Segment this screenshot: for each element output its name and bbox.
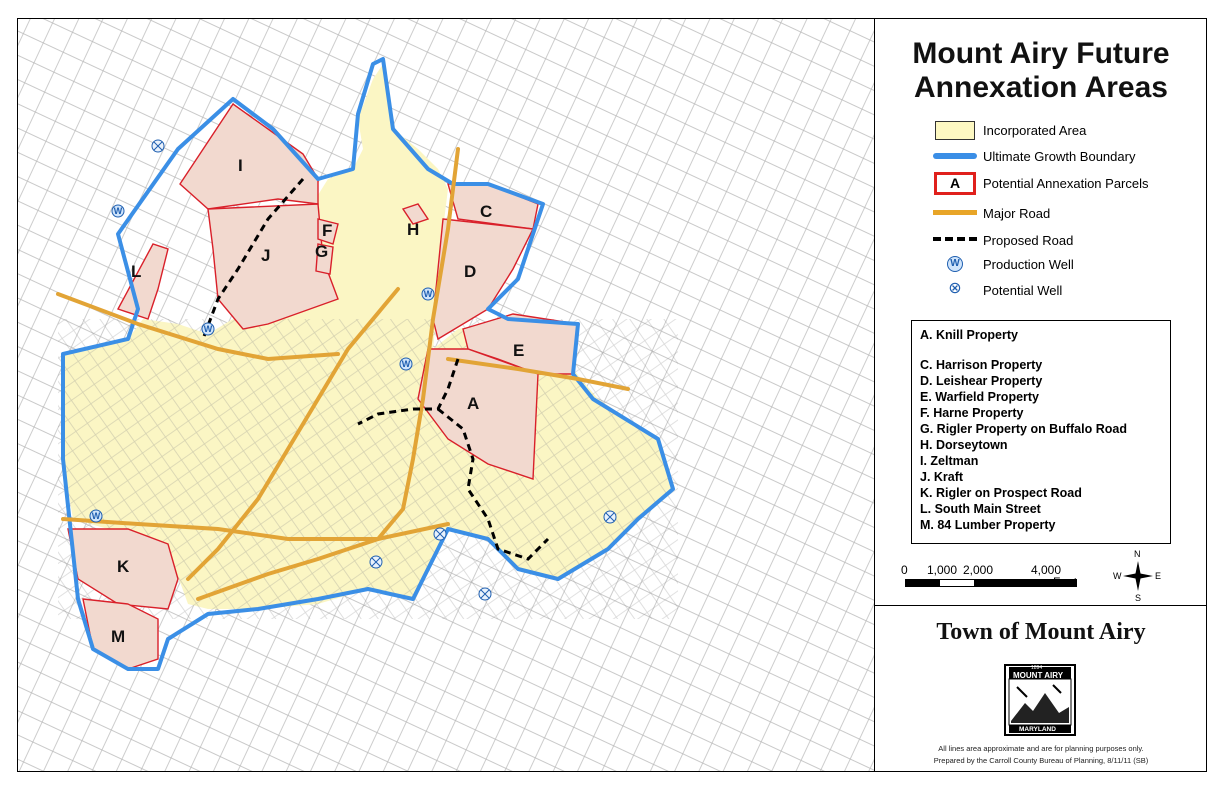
scale-bar [895,549,1195,607]
legend-label: Incorporated Area [983,122,1087,138]
production-well-icon [90,510,102,522]
north-arrow-icon [1113,549,1163,605]
map-title: Mount Airy Future Annexation Areas [912,37,1170,104]
legend-item-potential-well [933,277,1062,303]
map-notes [875,743,1207,767]
panel-divider [875,605,1207,606]
parcel-label-I: I [238,156,243,175]
scale-tick-0: 0 [901,563,908,577]
svg-text:W: W [113,206,123,216]
north-label: N [1134,549,1141,559]
legend-item-production-well [933,251,1074,277]
parcel-label-H: H [407,220,420,239]
parcel-label-D: D [464,262,477,281]
parcel-label-A: A [467,394,480,413]
legend-item-annexation [933,170,1149,196]
seal-year: 1894 [1031,665,1043,671]
town-seal-icon [1003,663,1077,737]
production-well-icon [202,323,214,335]
annexation-parcel-swatch [934,172,976,195]
legend-panel [874,19,1206,771]
seal-top-text: MOUNT AIRY [1013,671,1064,680]
property-item: G. Rigler Property on Buffalo Road [920,422,1127,436]
property-item: I. Zeltman [920,454,979,468]
proposed-road-swatch [933,237,977,241]
parcel-label-L: K [117,557,130,576]
seal-bottom-text: MARYLAND [1019,726,1056,733]
scale-tick-4000: 4,000 [1031,563,1062,577]
incorporated-area-swatch [935,121,975,140]
production-well-icon [400,358,412,370]
property-item: L. South Main Street [920,502,1041,516]
legend-item-growth-boundary [933,143,1135,169]
property-item: F. Harne Property [920,406,1024,420]
property-item: H. Dorseytown [920,438,1008,452]
potential-well-icon [604,511,616,523]
parcel-label-E: E [513,341,525,360]
map-canvas[interactable] [18,19,874,771]
potential-well-icon [434,528,446,540]
property-item: D. Leishear Property [920,374,1043,388]
property-item: A. Knill Property [920,328,1018,342]
legend-label: Production Well [983,256,1074,272]
parcel-label-K: L [131,262,142,281]
legend-label: Major Road [983,205,1051,221]
parcel-label-J: J [261,246,271,265]
west-label: W [1113,571,1122,581]
potential-well-icon [370,556,382,568]
legend-label: Potential Well [983,282,1063,298]
parcel-label-F: F [322,221,333,240]
preparer-note: Prepared by the Carroll County Bureau of Planning, 8/11/11 (SB) [933,756,1149,765]
legend-item-proposed-road [933,227,1073,253]
svg-text:W: W [401,359,411,369]
property-item: C. Harrison Property [920,358,1043,372]
parcel-label-C: C [480,202,493,221]
potential-well-icon: ⊗ [948,280,962,297]
legend-item-major-road [933,200,1050,226]
scale-unit: Feet [1053,575,1078,589]
disclaimer-note: All lines area approximate and are for planning purposes only. [938,744,1144,753]
property-item: M. 84 Lumber Property [920,518,1056,532]
annexation-sample-letter: A [949,175,961,191]
property-item: K. Rigler on Prospect Road [920,486,1082,500]
scale-tick-2000: 2,000 [963,563,994,577]
production-well-icon: W [947,256,963,272]
legend-label: Potential Annexation Parcels [983,175,1149,191]
svg-text:W: W [91,511,101,521]
major-road-swatch [933,210,977,215]
town-name: Town of Mount Airy [936,619,1146,645]
scale-bar-graphic [905,579,1077,587]
production-well-icon [112,205,124,217]
scale-tick-1000: 1,000 [927,563,958,577]
property-list [911,320,1171,544]
legend-label: Ultimate Growth Boundary [983,148,1136,164]
legend-label: Proposed Road [983,232,1074,248]
property-item: J. Kraft [920,470,964,484]
potential-well-icon [152,140,164,152]
svg-text:W: W [203,324,213,334]
property-list-gap [920,343,1162,357]
south-label: S [1135,593,1142,603]
compass-rose-icon [1113,549,1163,605]
east-label: E [1155,571,1162,581]
growth-boundary-swatch [933,153,977,159]
potential-well-icon [479,588,491,600]
legend-item-incorporated [933,117,1086,143]
svg-text:W: W [423,289,433,299]
property-item: E. Warfield Property [920,390,1040,404]
production-well-icon [422,288,434,300]
parcel-label-G: G [315,242,329,261]
parcel-label-M: M [111,627,126,646]
